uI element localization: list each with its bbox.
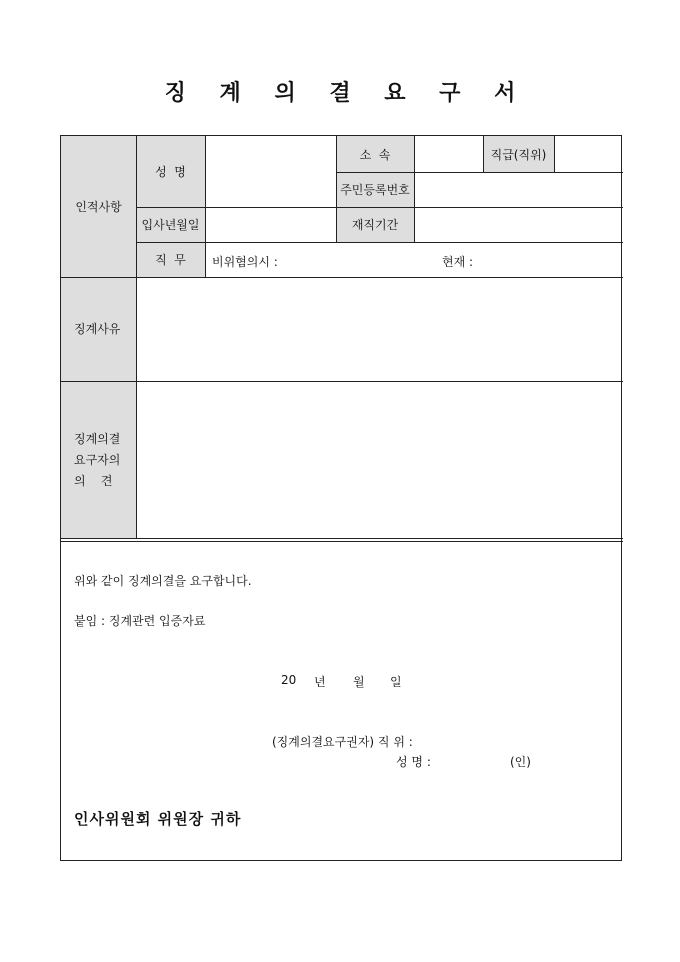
- row-divider: [61, 541, 623, 542]
- hire-date-label: [136, 207, 205, 242]
- col-divider: [336, 136, 337, 242]
- date-year-unit: 년: [314, 675, 326, 689]
- resident-number-label-text: 주민등록번호: [340, 183, 410, 197]
- current-duty-label: 현재 :: [442, 255, 474, 269]
- request-statement: 위와 같이 징계의결을 요구합니다.: [74, 574, 252, 588]
- opinion-label-line: 의 견: [74, 473, 113, 488]
- duty-label-text: 직 무: [155, 253, 186, 267]
- requester-name-line: 성 명 :: [396, 755, 431, 769]
- date-year: 20: [281, 673, 297, 687]
- personal-info-label: [61, 136, 136, 277]
- row-divider: [61, 538, 623, 539]
- department-label: [336, 136, 414, 172]
- date-month-unit: 월: [353, 675, 365, 689]
- reason-label: [61, 277, 136, 381]
- rank-label-text: 직급(직위): [490, 147, 547, 162]
- rank-field[interactable]: [554, 136, 622, 172]
- col-divider: [136, 136, 137, 539]
- opinion-label: [61, 381, 136, 539]
- tenure-label: [336, 207, 414, 242]
- name-label-text: 성 명: [155, 165, 186, 179]
- tenure-label-text: 재직기간: [351, 218, 399, 232]
- disciplinary-request-form: [60, 135, 622, 861]
- hire-date-label-text: 입사년월일: [141, 218, 200, 232]
- date-day-unit: 일: [390, 675, 402, 689]
- col-divider: [414, 136, 415, 242]
- requester-title-line: (징계의결요구권자) 직 위 :: [272, 735, 413, 749]
- opinion-label-line: 요구자의: [74, 452, 121, 467]
- col-divider: [483, 136, 484, 172]
- col-divider: [554, 136, 555, 172]
- hire-date-field[interactable]: [205, 207, 336, 242]
- rank-label: [483, 136, 554, 172]
- row-divider: [61, 381, 623, 382]
- row-divider: [61, 277, 623, 278]
- name-field[interactable]: [205, 136, 336, 207]
- department-label-text: 소 속: [359, 147, 391, 162]
- row-divider: [336, 172, 623, 173]
- seal-mark: (인): [510, 755, 531, 769]
- department-field[interactable]: [414, 136, 483, 172]
- row-divider: [136, 242, 623, 243]
- name-label: [136, 136, 205, 207]
- at-misconduct-label: 비위혐의시 :: [212, 255, 278, 269]
- reason-field[interactable]: [136, 277, 622, 381]
- reason-label-text: 징계사유: [74, 321, 121, 336]
- attachment-note: 붙임 : 징계관련 입증자료: [74, 614, 206, 628]
- duty-label: [136, 242, 205, 277]
- col-divider: [205, 136, 206, 277]
- resident-number-label: [336, 172, 414, 207]
- resident-number-field[interactable]: [414, 172, 622, 207]
- tenure-field[interactable]: [414, 207, 622, 242]
- document-title: 징 계 의 결 요 구 서: [164, 80, 529, 106]
- opinion-field[interactable]: [136, 381, 622, 539]
- opinion-label-line: 징계의결: [74, 431, 121, 446]
- closing-addressee: 인사위원회 위원장 귀하: [74, 810, 242, 828]
- opinion-label-text: [74, 429, 120, 492]
- row-divider: [136, 207, 623, 208]
- personal-info-label-text: 인적사항: [75, 200, 122, 214]
